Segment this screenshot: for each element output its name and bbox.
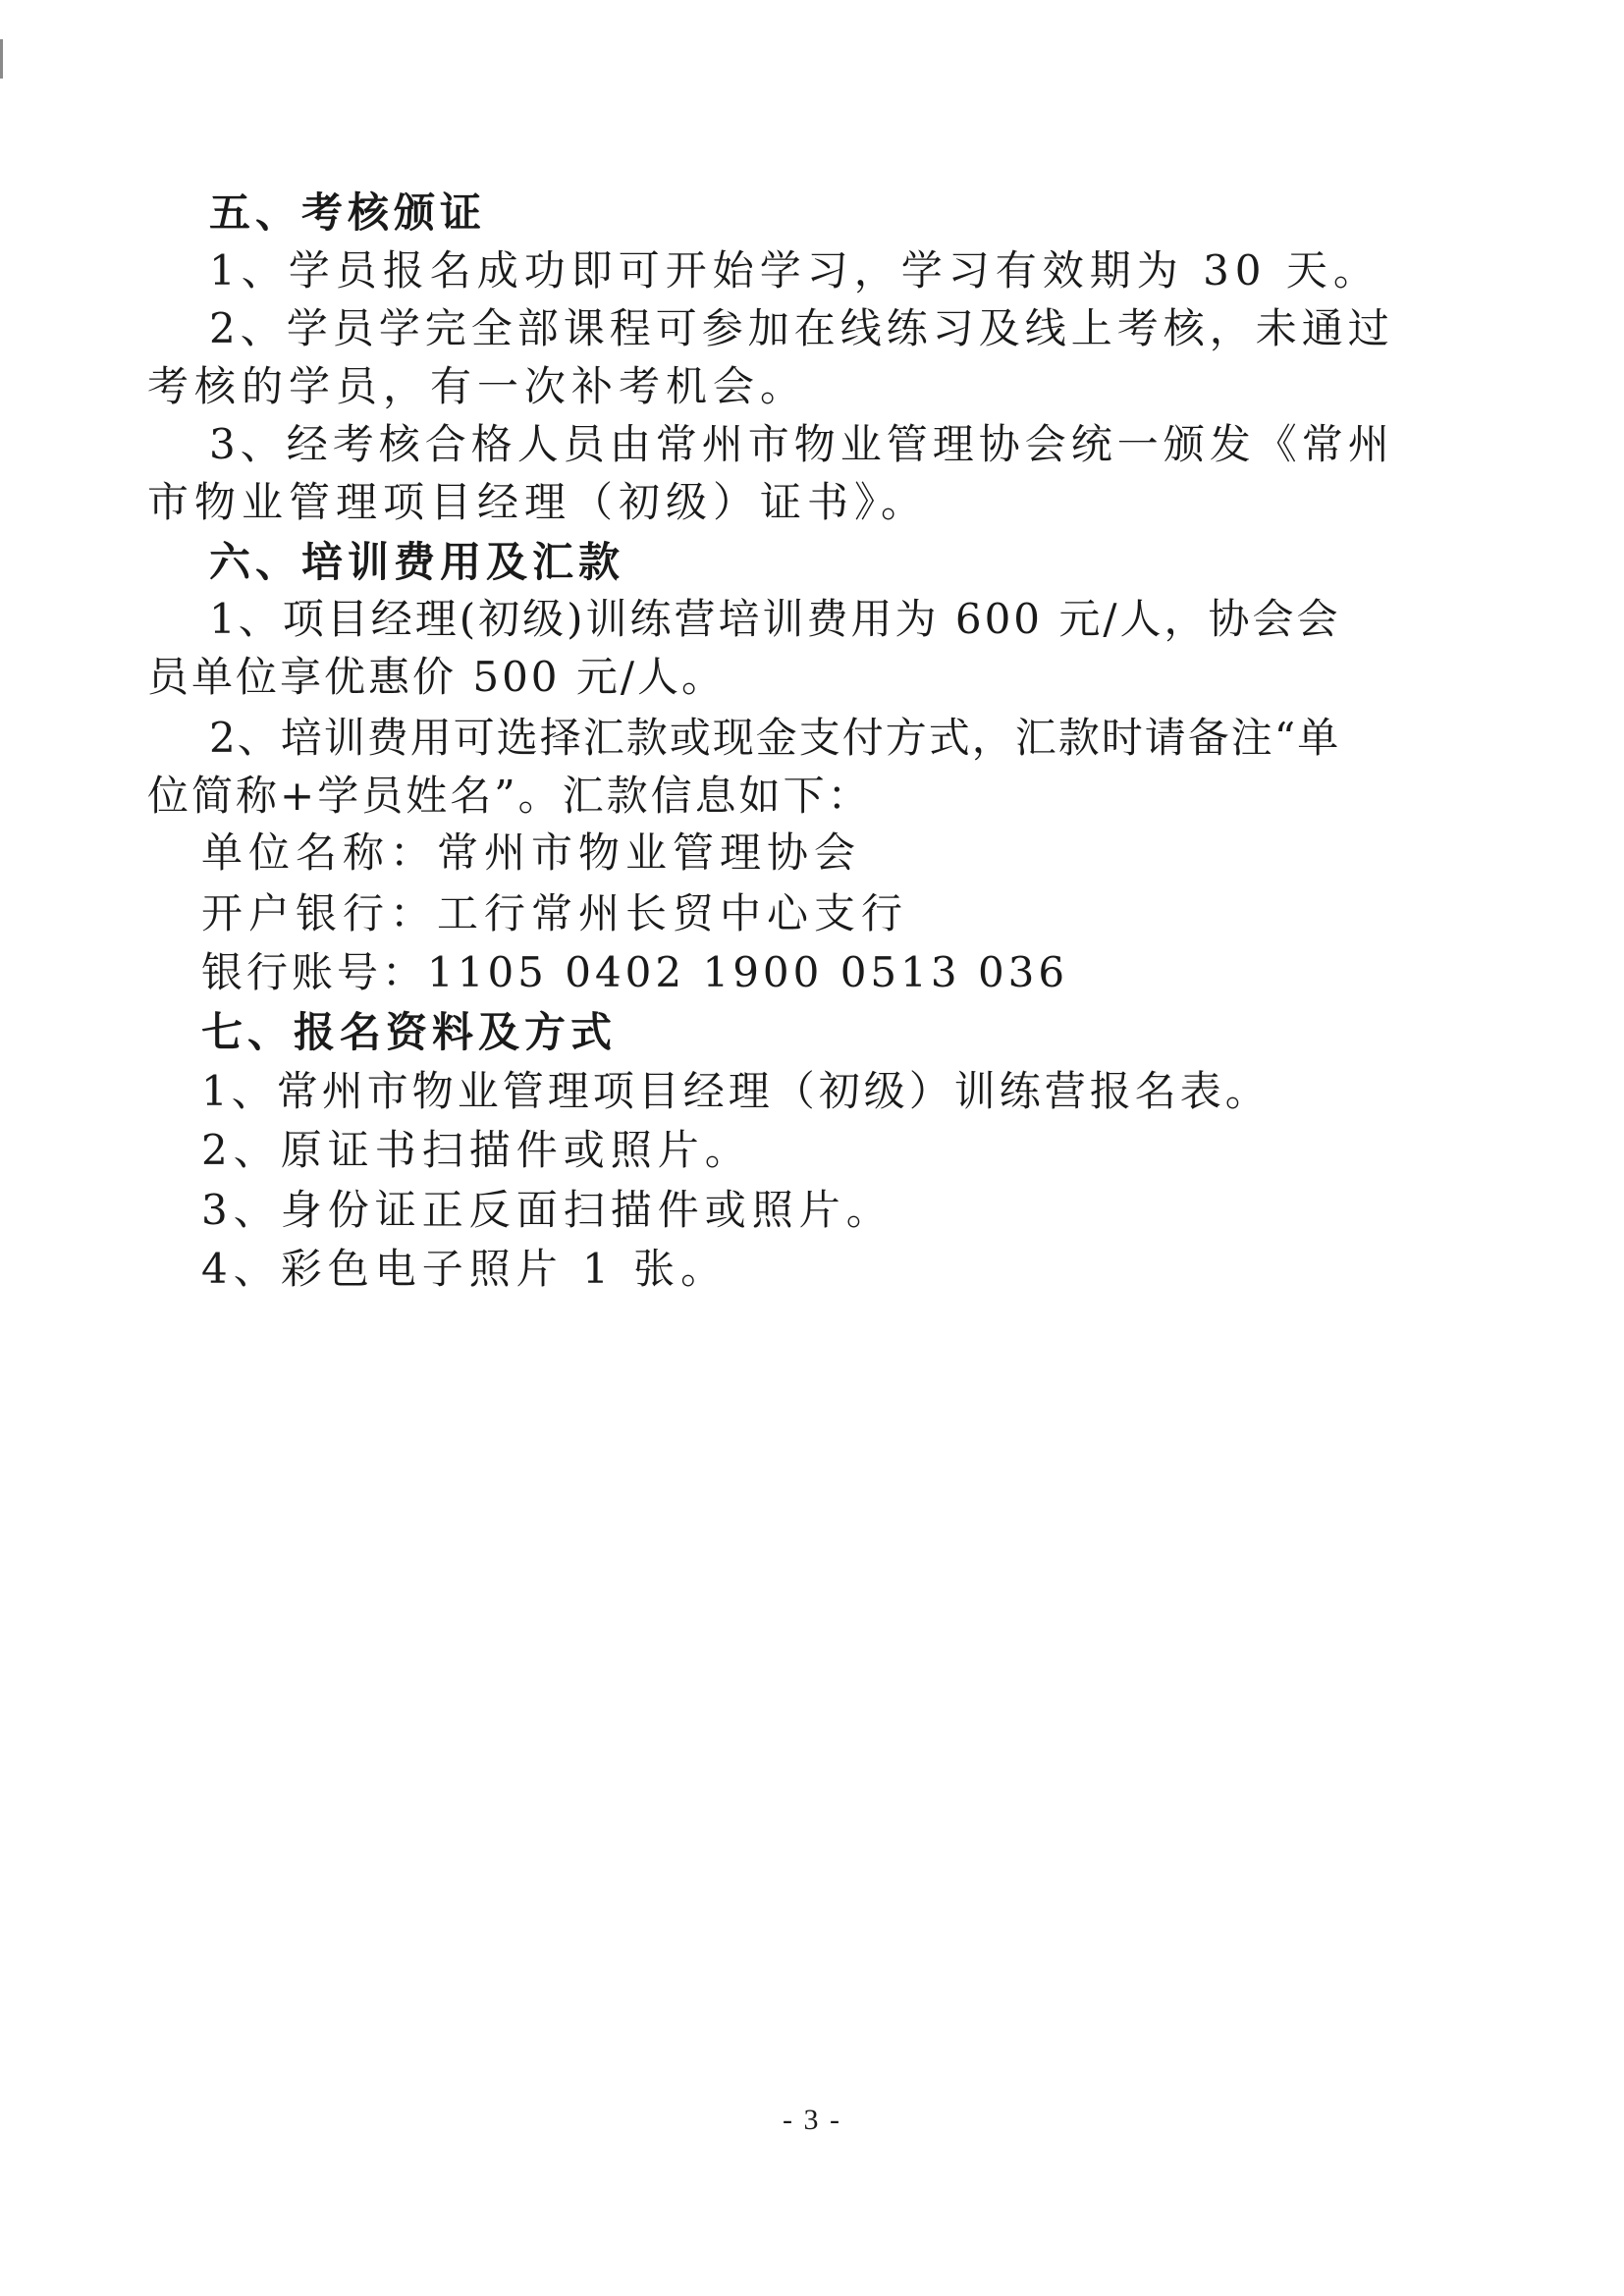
payee-name: 单位名称：常州市物业管理协会 [201,828,862,877]
list-item: 3、身份证正反面扫描件或照片。 [201,1186,893,1234]
paragraph: 1、项目经理(初级)训练营培训费用为 600 元/人，协会会 [209,595,1341,643]
bank-account: 银行账号：1105 0402 1900 0513 036 [201,948,1069,996]
paragraph-continuation: 市物业管理项目经理（初级）证书》。 [147,478,929,526]
list-item: 4、彩色电子照片 1 张。 [201,1245,729,1293]
paragraph: 2、学员学完全部课程可参加在线练习及线上考核，未通过 [209,304,1394,352]
bank-name: 开户银行：工行常州长贸中心支行 [201,889,909,937]
list-item: 2、原证书扫描件或照片。 [201,1126,752,1174]
paragraph: 2、培训费用可选择汇款或现金支付方式，汇款时请备注“单 [209,714,1341,762]
section-heading-assessment: 五、考核颁证 [209,188,487,237]
paragraph: 3、经考核合格人员由常州市物业管理协会统一颁发《常州 [209,420,1394,468]
paragraph-continuation: 员单位享优惠价 500 元/人。 [147,653,727,701]
paragraph-continuation: 位简称+学员姓名”。汇款信息如下： [147,772,872,820]
scan-edge-mark [0,39,3,79]
section-heading-fees: 六、培训费用及汇款 [209,538,625,586]
paragraph-continuation: 考核的学员，有一次补考机会。 [147,362,808,410]
list-item: 1、常州市物业管理项目经理（初级）训练营报名表。 [201,1067,1271,1115]
paragraph: 1、学员报名成功即可开始学习，学习有效期为 30 天。 [209,246,1380,294]
section-heading-registration: 七、报名资料及方式 [201,1008,618,1056]
page-number: - 3 - [783,2104,841,2136]
